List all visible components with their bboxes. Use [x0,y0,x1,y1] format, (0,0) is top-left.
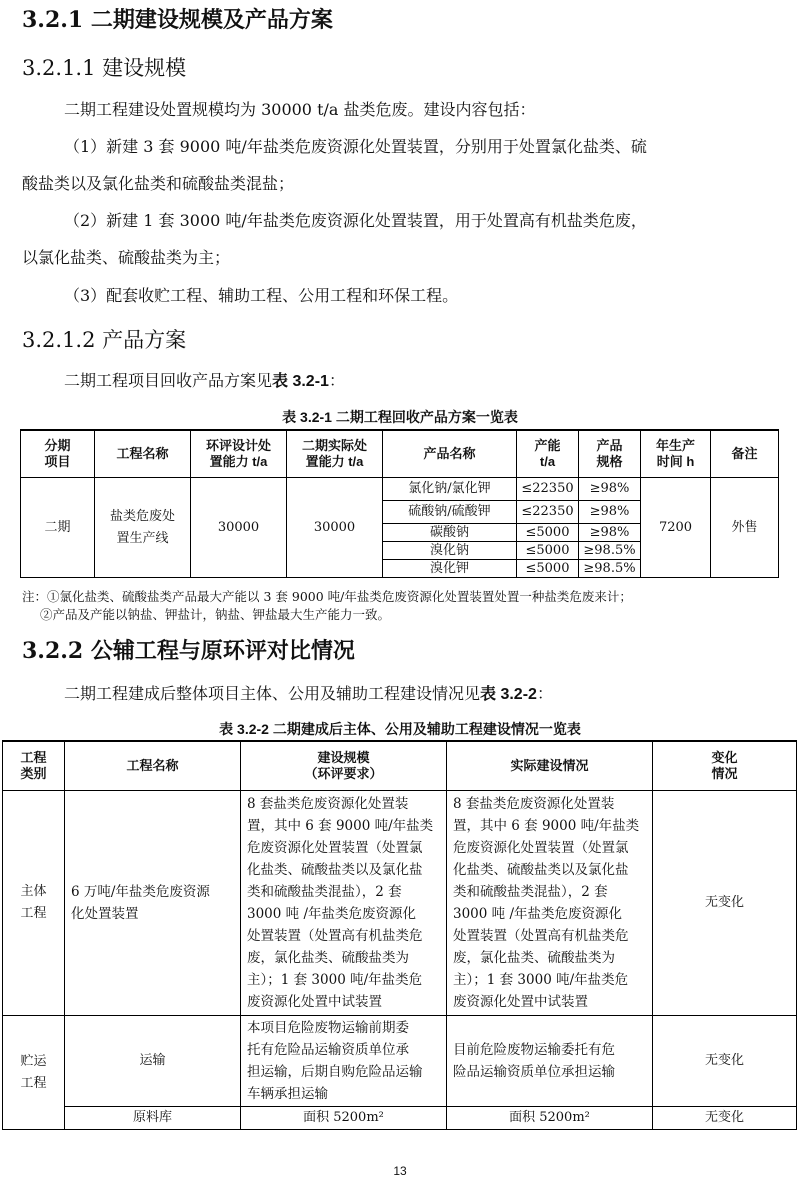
product-plan-table [20,429,779,578]
cell-product-name: 碳酸钠 [383,524,517,542]
cell-change: 无变化 [653,1016,797,1107]
cell-change: 无变化 [653,791,797,1016]
cell-name: 运输 [65,1016,241,1107]
cell-eia-scale: 8 套盐类危废资源化处置装 置，其中 6 套 9000 吨/年盐类 危废资源化处置装置（处置氯 化盐类、硫酸盐类以及氯化盐 类和硫酸盐类混盐），2 套 3000 吨 /年盐类危废资源化 处置装置（处置高有机盐类危 废，氯化盐类、硫酸盐类为 主）；1 套 3000 吨/年盐类危 废资源化处置中试装置 [241,791,447,1016]
list-item-1-line-2: 酸盐类以及氯化盐类和硫酸盐类混盐； [22,174,295,193]
construction-comparison-table [2,740,797,1130]
list-item-3: （3）配套收贮工程、辅助工程、公用工程和环保工程。 [64,286,459,305]
section-heading-3-2-2: 3.2.2 公辅工程与原环评对比情况 [22,638,355,664]
cell-remark: 外售 [711,478,779,578]
table-1-caption: 表 3.2-1 二期工程回收产品方案一览表 [282,409,518,425]
cell-actual: 8 套盐类危废资源化处置装 置，其中 6 套 9000 吨/年盐类 危废资源化处置装置（处置氯 化盐类、硫酸盐类以及氯化盐 类和硫酸盐类混盐），2 套 3000 吨 /年盐类危废资源化 处置装置（处置高有机盐类危 废，氯化盐类、硫酸盐类为 主）；1 套 3000 吨/年盐类危 废资源化处置中试装置 [447,791,653,1016]
table-row [3,1107,797,1130]
cell-product-spec: ≥98.5% [579,542,641,560]
cell-product-name: 溴化钠 [383,542,517,560]
cell-product-capacity: ≤5000 [517,524,579,542]
cell-product-spec: ≥98% [579,478,641,501]
cell-eia-scale: 本项目危险废物运输前期委 托有危险品运输资质单位承 担运输，后期自购危险品运输 车辆承担运输 [241,1016,447,1107]
col-header-output: 产能 t/a [517,430,579,478]
cell-product-capacity: ≤5000 [517,560,579,578]
list-item-2-line-2: 以氯化盐类、硫酸盐类为主； [22,248,231,267]
table-row [21,478,779,501]
page-number: 13 [393,1164,407,1178]
cell-category: 主体 工程 [3,791,65,1016]
cell-actual: 目前危险废物运输委托有危 险品运输资质单位承担运输 [447,1016,653,1107]
list-item-1-line-1: （1）新建 3 套 9000 吨/年盐类危废资源化处置装置，分别用于处置氯化盐类、硫 [64,137,647,156]
cell-name: 6 万吨/年盐类危废资源 化处置装置 [65,791,241,1016]
cell-eia-scale: 面积 5200m² [241,1107,447,1130]
col-header-eia-capacity: 环评设计处 置能力 t/a [191,430,287,478]
cell-product-capacity: ≤5000 [517,542,579,560]
subsection-heading-scale: 3.2.1.1 建设规模 [22,56,187,80]
col-header-name: 工程名称 [65,741,241,791]
col-header-remark: 备注 [711,430,779,478]
col-header-project: 工程名称 [95,430,191,478]
col-header-actual-capacity: 二期实际处 置能力 t/a [287,430,383,478]
cell-name: 原料库 [65,1107,241,1130]
cell-project: 盐类危废处 置生产线 [95,478,191,578]
cell-product-capacity: ≤22350 [517,501,579,524]
cell-actual-capacity: 30000 [287,478,383,578]
col-header-change: 变化 情况 [653,741,797,791]
cell-category: 贮运 工程 [3,1016,65,1130]
cell-product-name: 硫酸钠/硫酸钾 [383,501,517,524]
table-1-note-2: ②产品及产能以钠盐、钾盐计，钠盐、钾盐最大生产能力一致。 [40,607,391,622]
table-reference: 表 3.2-2 [480,686,537,703]
table-header-row [21,430,779,478]
col-header-eia-scale: 建设规模 （环评要求） [241,741,447,791]
cell-product-name: 溴化钾 [383,560,517,578]
col-header-hours: 年生产 时间 h [641,430,711,478]
col-header-category: 工程 类别 [3,741,65,791]
col-header-phase: 分期 项目 [21,430,95,478]
table-2-caption: 表 3.2-2 二期建成后主体、公用及辅助工程建设情况一览表 [219,721,581,737]
col-header-actual: 实际建设情况 [447,741,653,791]
paragraph-scale-intro: 二期工程建设处置规模均为 30000 t/a 盐类危废。建设内容包括： [64,100,536,119]
cell-hours: 7200 [641,478,711,578]
table-row [3,1016,797,1107]
cell-change: 无变化 [653,1107,797,1130]
col-header-spec: 产品 规格 [579,430,641,478]
paragraph-products-ref: 二期工程项目回收产品方案见表 3.2-1： [64,371,345,390]
list-item-2-line-1: （2）新建 1 套 3000 吨/年盐类危废资源化处置装置，用于处置高有机盐类危废， [64,211,647,230]
table-reference: 表 3.2-1 [272,373,329,390]
subsection-heading-products: 3.2.1.2 产品方案 [22,328,187,352]
table-1-note-1: 注：①氯化盐类、硫酸盐类产品最大产能以 3 套 9000 吨/年盐类危废资源化处置装置处置一种盐类危废来计； [22,589,632,604]
cell-product-spec: ≥98% [579,524,641,542]
cell-product-spec: ≥98.5% [579,560,641,578]
cell-product-name: 氯化钠/氯化钾 [383,478,517,501]
cell-product-spec: ≥98% [579,501,641,524]
cell-phase: 二期 [21,478,95,578]
cell-eia-capacity: 30000 [191,478,287,578]
cell-actual: 面积 5200m² [447,1107,653,1130]
section-heading-3-2-1: 3.2.1 二期建设规模及产品方案 [22,7,333,33]
table-row [3,791,797,1016]
table-header-row [3,741,797,791]
cell-product-capacity: ≤22350 [517,478,579,501]
paragraph-table2-ref: 二期工程建成后整体项目主体、公用及辅助工程建设情况见表 3.2-2： [64,684,553,703]
col-header-product: 产品名称 [383,430,517,478]
